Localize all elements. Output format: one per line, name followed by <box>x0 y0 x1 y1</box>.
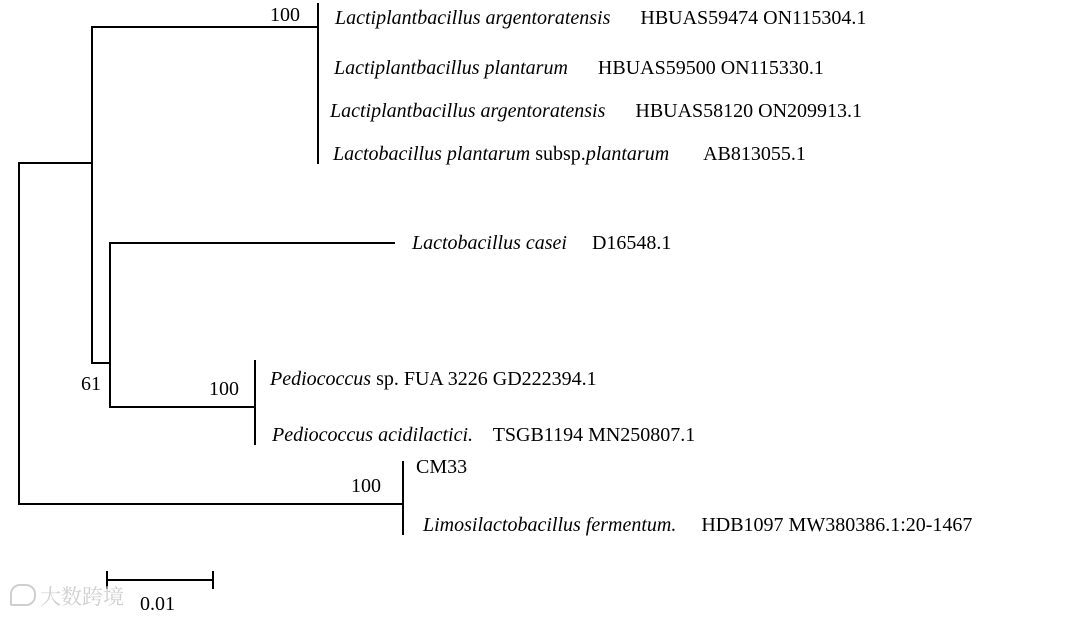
taxon-label: Lactobacillus plantarum subsp.plantarum AB813055.1 <box>333 143 806 165</box>
taxon-label: CM33 <box>416 456 468 478</box>
watermark-text: 大数跨境 <box>40 585 124 609</box>
chat-bubble-icon <box>10 584 36 606</box>
taxon-label: Lactobacillus casei D16548.1 <box>412 232 672 254</box>
support-value-fermentum: 100 <box>351 475 381 497</box>
taxon-label: Lactiplantbacillus argentoratensis HBUAS58120 ON209913.1 <box>330 100 863 122</box>
taxon-label: Limosilactobacillus fermentum. HDB1097 MW380386.1:20-1467 <box>423 514 973 536</box>
scale-bar-label: 0.01 <box>140 593 175 615</box>
taxon-label: Lactiplantbacillus plantarum HBUAS59500 ON115330.1 <box>334 57 824 79</box>
watermark <box>10 584 124 608</box>
support-value-casei-pedio: 61 <box>81 373 101 395</box>
taxon-label: Lactiplantbacillus argentoratensis HBUAS59474 ON115304.1 <box>335 7 867 29</box>
taxon-label: Pediococcus sp. FUA 3226 GD222394.1 <box>270 368 597 390</box>
support-value-pediococcus: 100 <box>209 378 239 400</box>
taxon-label: Pediococcus acidilactici. TSGB1194 MN250807.1 <box>272 424 696 446</box>
support-value-plantarum: 100 <box>270 4 300 26</box>
